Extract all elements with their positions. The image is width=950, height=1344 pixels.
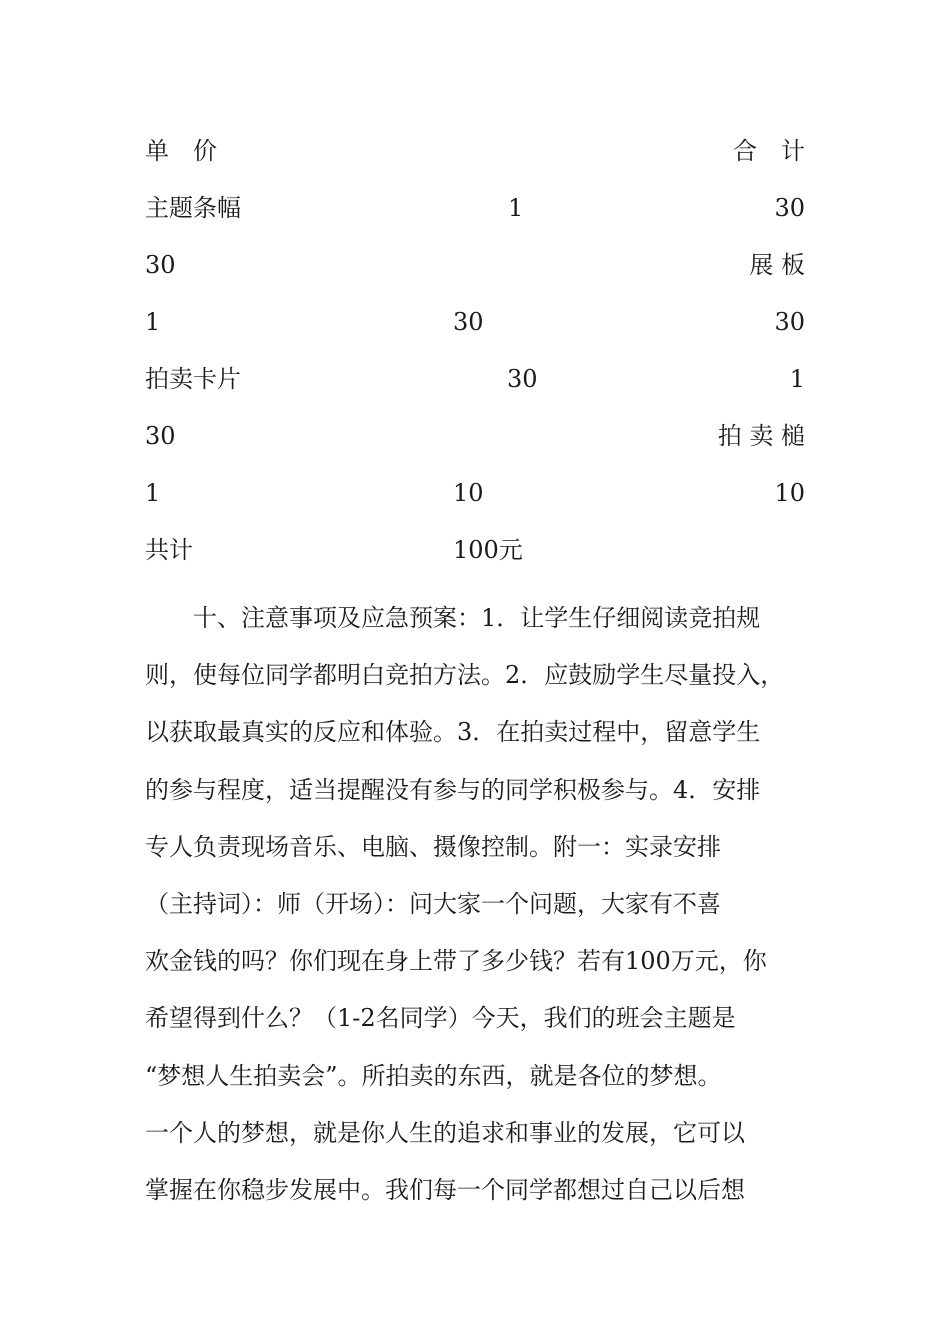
table-cell: 1 [145, 479, 161, 507]
table-row [145, 530, 805, 570]
table-row [145, 245, 805, 285]
text-line: 的参与程度，适当提醒没有参与的同学积极参与。4．安排 [145, 775, 761, 804]
table-cell: 合 计 [733, 137, 805, 165]
table-cell: 1 [508, 194, 524, 222]
table-cell: 30 [774, 194, 805, 222]
text-line: 以获取最真实的反应和体验。3．在拍卖过程中，留意学生 [145, 718, 761, 747]
table-row [145, 473, 805, 513]
table-cell: 100元 [453, 536, 523, 564]
table-cell: 10 [453, 479, 484, 507]
table-cell: 30 [145, 422, 176, 450]
table-cell: 主题条幅 [145, 194, 241, 222]
table-cell: 单 价 [145, 137, 217, 165]
table-cell: 30 [774, 308, 805, 336]
text-line: 希望得到什么？（1-2名同学）今天，我们的班会主题是 [145, 1004, 736, 1033]
table-cell: 1 [145, 308, 161, 336]
table-cell: 1 [789, 365, 805, 393]
table-row [145, 131, 805, 171]
text-line: 欢金钱的吗？你们现在身上带了多少钱？若有100万元，你 [145, 947, 767, 976]
text-line: 掌握在你稳步发展中。我们每一个同学都想过自己以后想 [145, 1176, 745, 1205]
table-cell: 共计 [145, 536, 193, 564]
table-cell: 30 [507, 365, 538, 393]
table-cell: 30 [145, 251, 176, 279]
table-row [145, 188, 805, 228]
text-line: （主持词）：师（开场）：问大家一个问题，大家有不喜 [145, 890, 721, 919]
table-cell: 30 [453, 308, 484, 336]
table-cell: 10 [774, 479, 805, 507]
text-line: “梦想人生拍卖会”。所拍卖的东西，就是各位的梦想。 [145, 1061, 722, 1090]
body-paragraph [145, 590, 815, 1219]
text-line: 十、注意事项及应急预案：1．让学生仔细阅读竞拍规 [145, 604, 761, 632]
text-line: 专人负责现场音乐、电脑、摄像控制。附一：实录安排 [145, 832, 721, 861]
table-row [145, 302, 805, 342]
text-line: 则，使每位同学都明白竞拍方法。2．应鼓励学生尽量投入， [145, 661, 785, 690]
table-row [145, 416, 805, 456]
table-cell: 拍 卖 槌 [717, 422, 805, 450]
table-row [145, 359, 805, 399]
table-cell: 拍卖卡片 [145, 365, 241, 393]
table-cell: 展 板 [749, 251, 805, 279]
text-line: 一个人的梦想，就是你人生的追求和事业的发展，它可以 [145, 1118, 745, 1147]
